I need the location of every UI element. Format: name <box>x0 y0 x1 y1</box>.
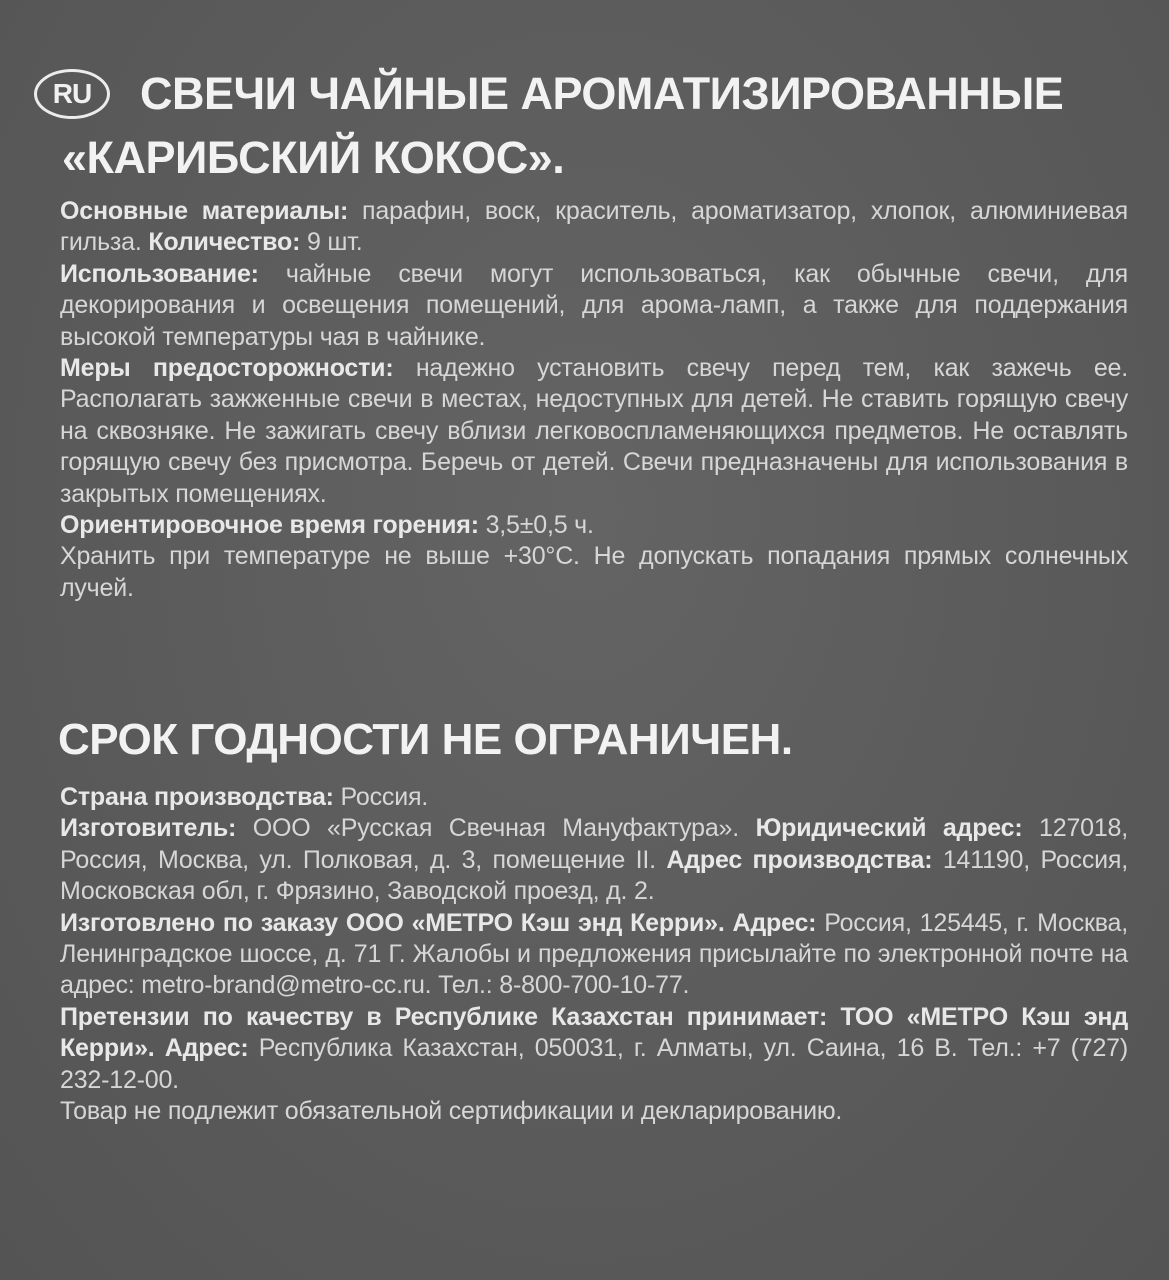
shelf-life-heading: СРОК ГОДНОСТИ НЕ ОГРАНИЧЕН. <box>58 715 793 764</box>
usage-value: чайные свечи могут использоваться, как обычные свечи, для декорирования и освещения помещений, для арома-ламп, а также для поддержания высокой температуры чая в чайнике. <box>60 259 1128 351</box>
production-address-value: 141190, Россия, Московская обл, г. Фрязино, Заводской проезд, д. 2. <box>60 845 1128 906</box>
burn-time-paragraph <box>60 510 1128 541</box>
country-value: Россия. <box>333 783 429 811</box>
product-title-line1: СВЕЧИ ЧАЙНЫЕ АРОМАТИЗИРОВАННЫЕ <box>140 68 1064 119</box>
burn-time-value: 3,5±0,5 ч. <box>478 511 594 540</box>
precautions-label: Меры предосторожности: <box>60 354 394 383</box>
quantity-label: Количество: <box>148 228 301 257</box>
legal-address-label: Юридический адрес: <box>755 814 1023 843</box>
language-badge: RU <box>34 69 110 119</box>
title-block <box>34 62 1134 190</box>
production-address-label: Адрес производства: <box>666 845 933 874</box>
product-info <box>60 196 1128 604</box>
quantity-value: 9 шт. <box>300 228 363 257</box>
maker-label: Изготовитель: <box>60 814 237 843</box>
country-paragraph <box>60 782 1128 813</box>
ordered-by-label: Изготовлено по заказу ООО «МЕТРО Кэш энд Керри». Адрес: <box>60 908 817 937</box>
ordered-by-value: Россия, 125445, г. Москва, Ленинградское шоссе, д. 71 Г. Жалобы и предложения присылайте по электронной почте на адрес: metro-brand@metro-cc.ru. Тел.: 8-800-700-10-77. <box>60 908 1128 1000</box>
kz-claims-value: Республика Казахстан, 050031, г. Алматы, ул. Саина, 16 В. Тел.: +7 (727) 232-12-00. <box>60 1034 1128 1094</box>
usage-paragraph <box>60 259 1128 353</box>
certification-note: Товар не подлежит обязательной сертификации и декларированию. <box>60 1097 843 1126</box>
kz-claims-label: Претензии по качеству в Республике Казахстан принимает: ТОО «МЕТРО Кэш энд Керри». Адрес: <box>60 1002 1128 1063</box>
maker-paragraph <box>60 813 1128 907</box>
kz-claims-paragraph <box>60 1002 1128 1096</box>
manufacturer-info <box>60 782 1128 1127</box>
precautions-value: надежно установить свечу перед тем, как зажечь ее. Располагать зажженные свечи в местах, недоступных для детей. Не ставить горящую свечу на сквозняке. Не зажигать свечу вблизи легковоспламеняющихся предметов. Не оставлять горящую свечу без присмотра. Беречь от детей. Свечи предназначены для использования в закрытых помещениях. <box>60 354 1128 508</box>
precautions-paragraph <box>60 353 1128 510</box>
maker-value: ООО «Русская Свечная Мануфактура». <box>236 814 756 843</box>
materials-paragraph <box>60 196 1128 259</box>
materials-label: Основные материалы: <box>60 197 349 225</box>
ordered-by-paragraph <box>60 908 1128 1002</box>
legal-address-value: 127018, Россия, Москва, ул. Полковая, д. 3, помещение II. <box>60 814 1129 874</box>
title-row <box>34 62 1134 126</box>
product-title-line2: «КАРИБСКИЙ КОКОС». <box>62 132 565 183</box>
country-label: Страна производства: <box>60 783 334 811</box>
storage-paragraph: Хранить при температуре не выше +30°С. Не допускать попадания прямых солнечных лучей. <box>60 542 1128 602</box>
usage-label: Использование: <box>60 259 259 288</box>
burn-time-label: Ориентировочное время горения: <box>60 511 479 540</box>
materials-value: парафин, воск, краситель, ароматизатор, хлопок, алюминиевая гильза. <box>60 197 1129 257</box>
